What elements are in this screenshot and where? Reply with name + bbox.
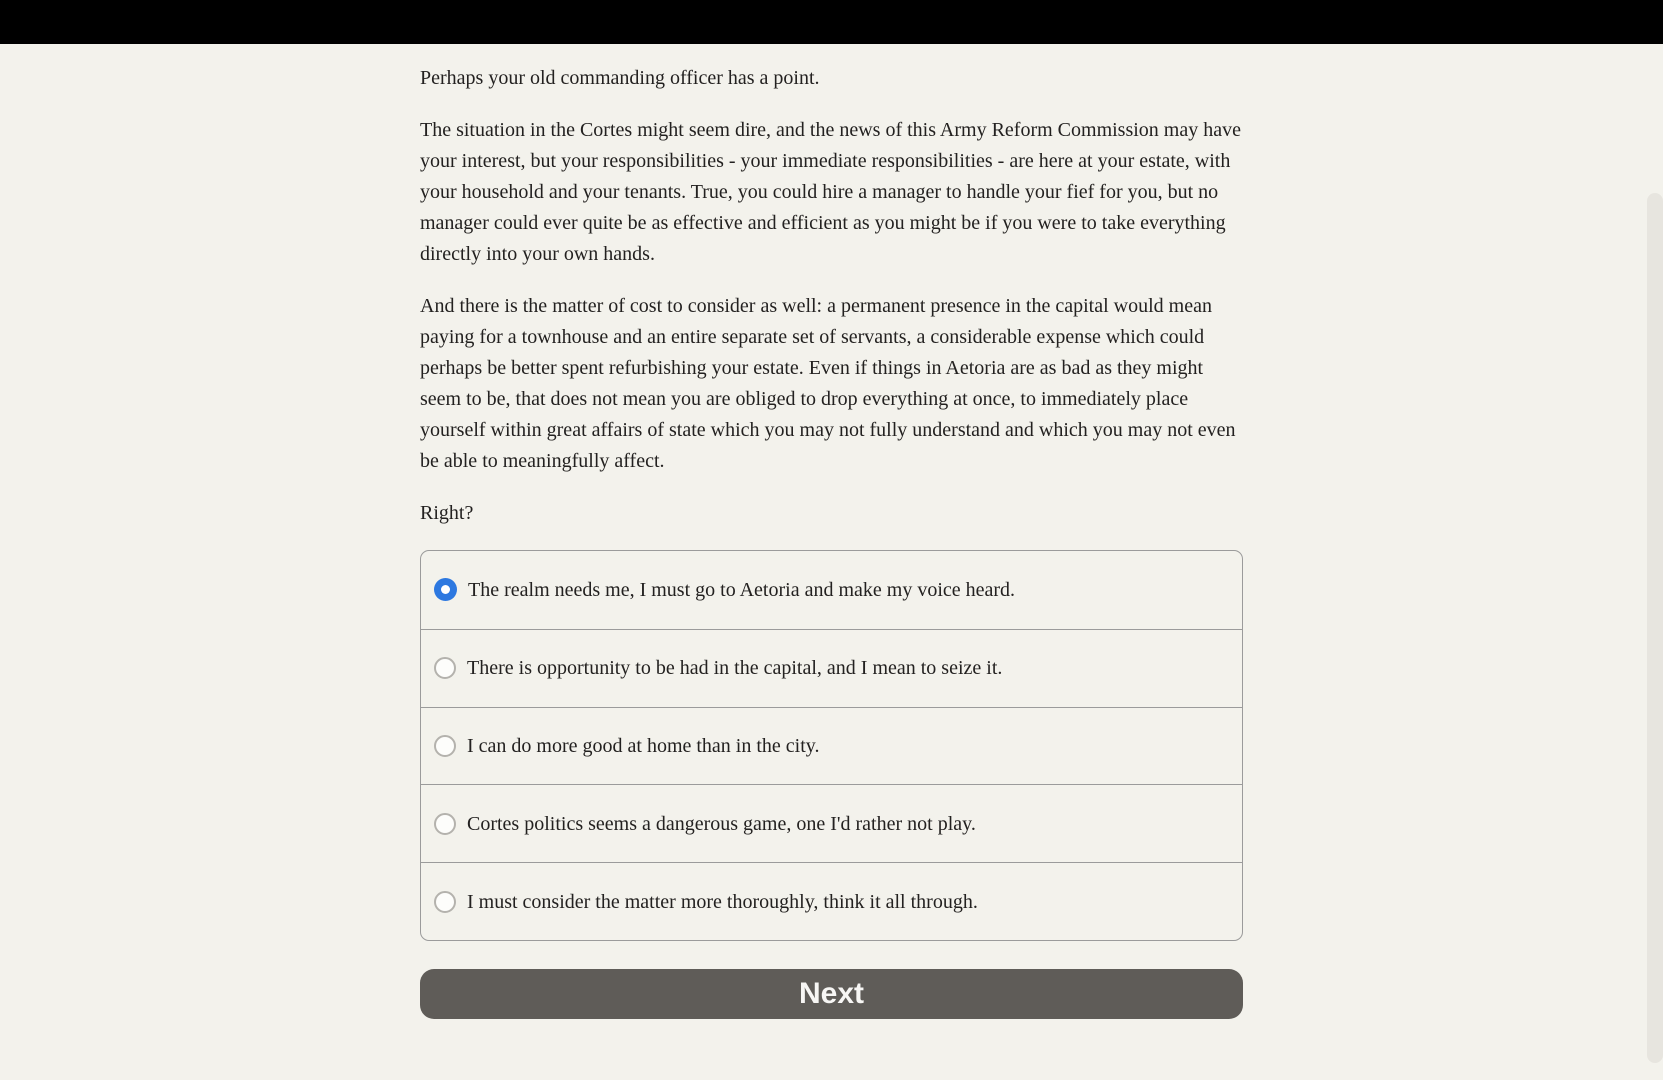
radio-dot-icon — [441, 585, 450, 594]
radio-button-icon[interactable] — [434, 735, 456, 757]
story-paragraph: The situation in the Cortes might seem dire, and the news of this Army Reform Commission may have your interest, but your responsibilities - your immediate responsibilities - are here at your estate, with your household and your tenants. True, you could hire a manager to handle your fief for you, but no manager could ever quite be as effective and efficient as you might be if you were to take everything directly into your own hands. — [420, 119, 1241, 265]
choice-option-5[interactable] — [421, 862, 1242, 940]
radio-button-icon[interactable] — [434, 813, 456, 835]
story-prompt: Right? — [420, 502, 474, 524]
choice-option-1[interactable] — [421, 551, 1242, 629]
top-bar — [0, 0, 1663, 44]
choice-option-2[interactable] — [421, 629, 1242, 707]
choice-option-label: I can do more good at home than in the city. — [467, 734, 820, 757]
next-button[interactable]: Next — [420, 969, 1243, 1019]
choice-option-3[interactable] — [421, 707, 1242, 785]
story-paragraph: And there is the matter of cost to consider as well: a permanent presence in the capital would mean paying for a townhouse and an entire separate set of servants, a considerable expense which could perhaps be better spent refurbishing your estate. Even if things in Aetoria are as bad as they might seem to be, that does not mean you are obliged to drop everything at once, to immediately place yourself within great affairs of state which you may not fully understand and which you may not even be able to meaningfully affect. — [420, 295, 1236, 472]
story-page — [420, 0, 1243, 1019]
scrollbar-thumb[interactable] — [1647, 193, 1663, 1063]
choice-option-label: I must consider the matter more thoroughly, think it all through. — [467, 890, 978, 913]
radio-button-icon[interactable] — [434, 578, 457, 601]
choice-option-label: Cortes politics seems a dangerous game, one I'd rather not play. — [467, 812, 976, 835]
choice-option-4[interactable] — [421, 784, 1242, 862]
choice-option-label: The realm needs me, I must go to Aetoria and make my voice heard. — [468, 578, 1016, 601]
choice-list — [420, 550, 1243, 941]
choice-option-label: There is opportunity to be had in the capital, and I mean to seize it. — [467, 657, 1003, 680]
story-paragraph: Perhaps your old commanding officer has a point. — [420, 67, 820, 89]
radio-button-icon[interactable] — [434, 657, 456, 679]
radio-button-icon[interactable] — [434, 891, 456, 913]
